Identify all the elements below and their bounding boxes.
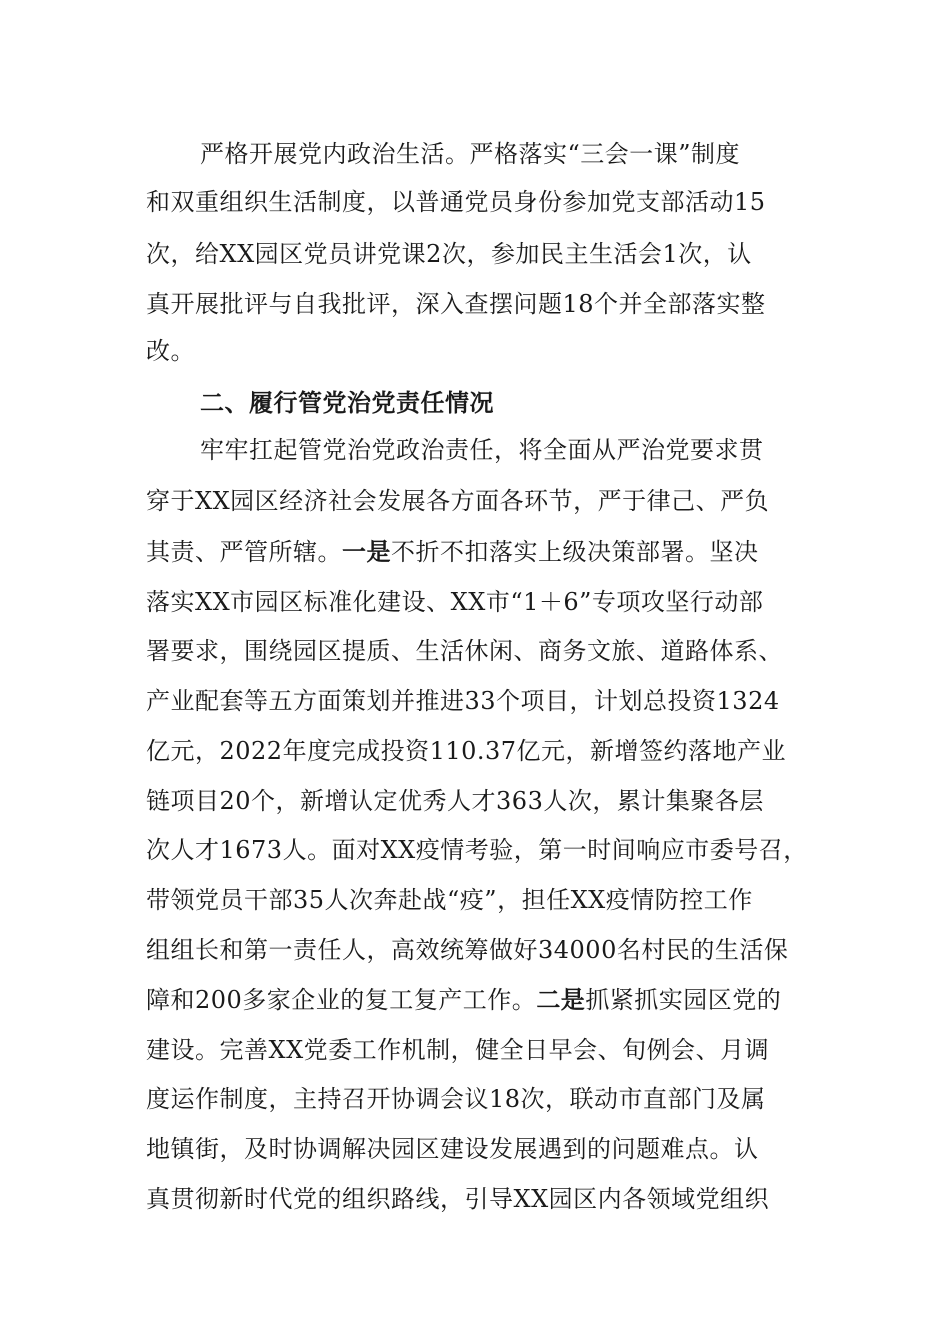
- paragraph2-line-3-text-b: 不折不扣落实上级决策部署。坚决: [391, 538, 759, 566]
- paragraph2-line-12: [146, 984, 806, 1016]
- paragraph2-line-3-text-a: 其责、严管所辖。: [146, 538, 342, 566]
- paragraph2-line-9: 次人才1673人。面对XX疫情考验，第一时间响应市委号召，: [146, 836, 808, 864]
- point-two-label: 二是: [536, 985, 586, 1014]
- paragraph2-line-6: 产业配套等五方面策划并推进33个项目，计划总投资1324: [146, 687, 780, 715]
- paragraph2-line-10: 带领党员干部35人次奔赴战“疫”，担任XX疫情防控工作: [146, 886, 753, 914]
- paragraph2-line-8: 链项目20个，新增认定优秀人才363人次，累计集聚各层: [146, 787, 764, 815]
- paragraph2-line-11: 组组长和第一责任人，高效统筹做好34000名村民的生活保: [146, 936, 789, 964]
- paragraph1-line-1: 严格开展党内政治生活。严格落实“三会一课”制度: [200, 140, 741, 168]
- paragraph2-line-14: 度运作制度，主持召开协调会议18次，联动市直部门及属: [146, 1085, 766, 1113]
- paragraph1-line-4: 真开展批评与自我批评，深入查摆问题18个并全部落实整: [146, 290, 766, 318]
- paragraph2-line-2: 穿于XX园区经济社会发展各方面各环节，严于律己、严负: [146, 487, 770, 515]
- paragraph2-line-5: 署要求，围绕园区提质、生活休闲、商务文旅、道路体系、: [146, 637, 783, 665]
- paragraph2-line-1: 牢牢扛起管党治党政治责任，将全面从严治党要求贯: [200, 436, 764, 464]
- paragraph2-line-16: 真贯彻新时代党的组织路线，引导XX园区内各领域党组织: [146, 1185, 770, 1213]
- paragraph2-line-3: [146, 536, 806, 568]
- paragraph1-line-5: 改。: [146, 337, 195, 365]
- paragraph2-line-4: 落实XX市园区标准化建设、XX市“1＋6”专项攻坚行动部: [146, 588, 764, 616]
- paragraph2-line-12-text-a: 障和200多家企业的复工复产工作。: [146, 986, 537, 1014]
- section-heading: 二、履行管党治党责任情况: [200, 388, 494, 417]
- paragraph2-line-13: 建设。完善XX党委工作机制，健全日早会、旬例会、月调: [146, 1036, 770, 1064]
- paragraph2-line-15: 地镇街，及时协调解决园区建设发展遇到的问题难点。认: [146, 1135, 759, 1163]
- paragraph1-line-3: 次，给XX园区党员讲党课2次，参加民主生活会1次，认: [146, 240, 752, 268]
- point-one-label: 一是: [342, 537, 391, 566]
- paragraph2-line-12-text-b: 抓紧抓实园区党的: [585, 986, 782, 1014]
- paragraph1-line-2: 和双重组织生活制度，以普通党员身份参加党支部活动15: [146, 188, 766, 216]
- paragraph2-line-7: 亿元，2022年度完成投资110.37亿元，新增签约落地产业: [146, 737, 787, 765]
